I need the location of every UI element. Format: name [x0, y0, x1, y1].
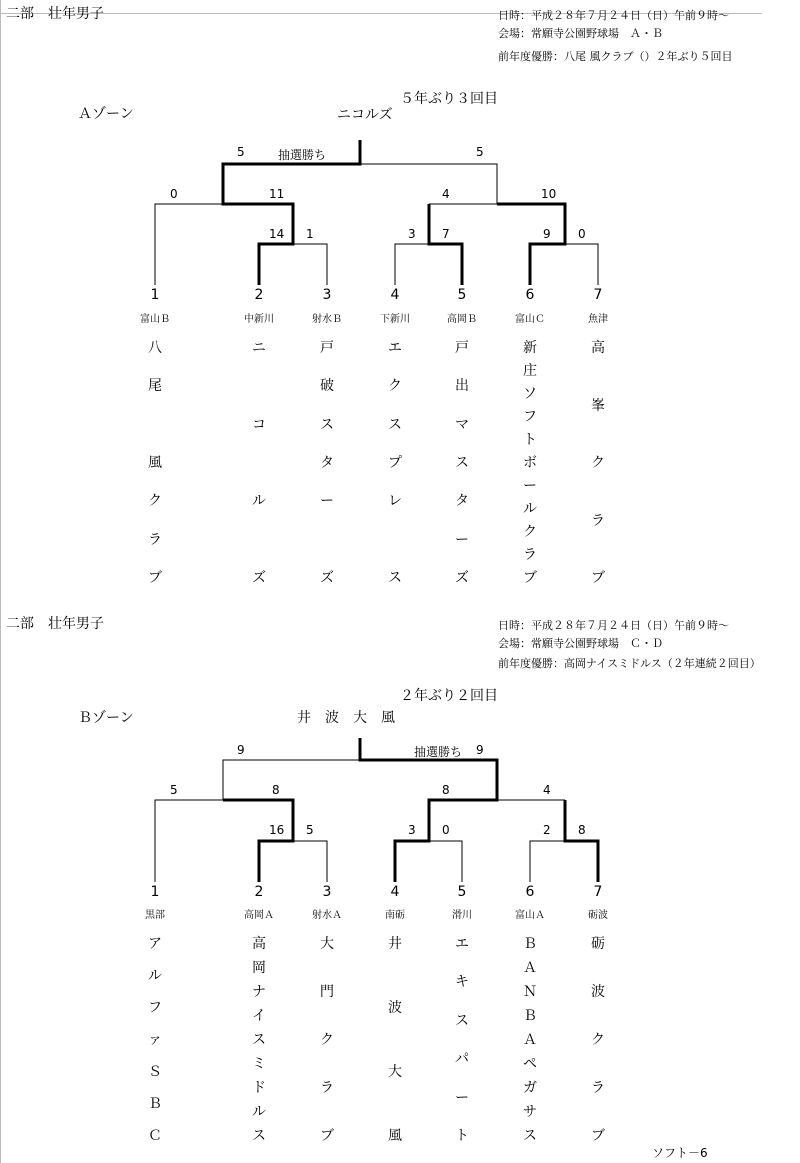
team-name-vertical [247, 936, 271, 1144]
team-name-char: ス [523, 1128, 537, 1144]
team-name-char: レ [388, 493, 402, 510]
event-date: 日時：平成２８年７月２４日（日）午前９時～ [498, 9, 729, 22]
previous-champion: 前年度優勝：高岡ナイスミドルス（２年連続２回目） [498, 657, 761, 670]
team-name-char [596, 1104, 600, 1120]
team-school: 南砺 [385, 910, 405, 921]
team-number: 6 [525, 287, 535, 303]
score-q3-left: 2 [543, 823, 551, 837]
winner-name: ニコルズ [337, 107, 393, 123]
score-final-left: 9 [237, 743, 245, 757]
team-name-char: エ [388, 340, 402, 356]
team-number: 3 [322, 884, 332, 900]
team-name-char: 波 [388, 1000, 402, 1016]
team-name-char: ブ [523, 570, 537, 586]
team-name-char: ラ [523, 547, 537, 563]
team-name-char: ラ [320, 1080, 334, 1096]
score-semi-r-left: 4 [442, 187, 450, 201]
team-name-char: Ａ [523, 960, 537, 976]
team-name-char: ー [455, 531, 469, 548]
team-name-char: タ [320, 454, 334, 471]
team-name-char: ク [388, 378, 402, 395]
team-number: 2 [254, 287, 264, 303]
team-name-char: 大 [388, 1064, 402, 1080]
team-name-char [596, 1008, 600, 1024]
team-name-char: ペ [523, 1056, 537, 1072]
team-number: 5 [457, 884, 467, 900]
team-number: 4 [390, 884, 400, 900]
team-name-char [325, 1008, 329, 1024]
team-name-char: ス [388, 569, 402, 586]
team-name-char: ク [591, 1032, 605, 1048]
team-name-char: ク [148, 493, 162, 510]
team-school: 射水Ｂ [312, 314, 342, 325]
lot-label: 抽選勝ち [414, 745, 463, 759]
team-name-char: 岡 [252, 960, 266, 976]
section-title: 二部 壮年男子 [6, 616, 104, 632]
team-name-char: マ [455, 416, 469, 433]
team-name-char: ァ [148, 1032, 162, 1048]
zone-label: Ａゾーン [78, 106, 134, 122]
score-q3-right: 0 [578, 227, 586, 241]
team-name-char: ズ [455, 569, 469, 586]
score-q2-left: 3 [408, 227, 416, 241]
team-name-char: ス [455, 454, 469, 471]
team-name-char: ー [320, 493, 334, 510]
team-name-char: キ [455, 974, 469, 991]
team-name-char: ト [523, 432, 537, 448]
team-name-char: Ｎ [523, 984, 537, 1000]
team-name-char: ル [252, 493, 266, 510]
team-number: 7 [593, 884, 603, 900]
team-name-char: エ [455, 936, 469, 952]
team-name-char: ク [591, 455, 605, 471]
score-semi-l-left: 0 [170, 187, 178, 201]
team-name-vertical [315, 936, 339, 1144]
team-school: 高岡Ｂ [447, 314, 477, 325]
team-number: 2 [254, 884, 264, 900]
score-semi-l-left: 5 [170, 783, 178, 797]
score-final-left: 5 [237, 145, 245, 159]
team-number: 6 [525, 884, 535, 900]
team-school: 砺波 [588, 910, 608, 921]
team-name-char: Ｓ [148, 1064, 162, 1080]
score-q3-left: 9 [543, 227, 551, 241]
score-q2-left: 3 [408, 823, 416, 837]
page-footer: ソフト－6 [652, 1146, 708, 1160]
team-number: 4 [390, 287, 400, 303]
team-school: 滑川 [452, 910, 472, 921]
team-name-char: ブ [320, 1128, 334, 1144]
team-name-char: Ｂ [523, 1008, 537, 1024]
previous-champion: 前年度優勝：八尾 風クラブ（）２年ぶり５回目 [498, 50, 733, 63]
team-name-vertical [586, 936, 610, 1144]
winner-note: ５年ぶり３回目 [400, 91, 498, 107]
team-number: 7 [593, 287, 603, 303]
team-name-vertical [143, 936, 167, 1144]
team-name-char: プ [388, 454, 402, 471]
team-name-char: ス [455, 1012, 469, 1029]
score-q1-right: 5 [306, 823, 314, 837]
team-name-char: ブ [591, 1128, 605, 1144]
team-name-char: 高 [591, 340, 605, 356]
team-name-char: ミ [252, 1056, 266, 1072]
team-name-char: ナ [252, 984, 266, 1000]
winner-note: ２年ぶり２回目 [400, 688, 498, 704]
team-name-char: フ [523, 409, 537, 425]
event-venue: 会場：常願寺公園野球場 Ａ・Ｂ [498, 27, 663, 40]
team-school: 魚津 [588, 314, 608, 325]
score-q1-right: 1 [306, 227, 314, 241]
score-q3-right: 8 [578, 823, 586, 837]
team-name-char: 風 [388, 1128, 402, 1144]
team-name-char [325, 1056, 329, 1072]
team-name-char: イ [252, 1008, 266, 1024]
team-name-char: フ [148, 1000, 162, 1016]
score-q1-left: 16 [269, 823, 285, 837]
team-name-char: ア [148, 936, 162, 952]
team-name-char [325, 960, 329, 976]
team-name-char: ー [455, 1089, 469, 1106]
team-name-vertical [450, 936, 474, 1144]
team-name-char: 戸 [320, 340, 334, 356]
team-name-char: ガ [523, 1080, 537, 1096]
team-name-char: ズ [320, 569, 334, 586]
team-number: 1 [150, 287, 160, 303]
score-semi-l-right: 8 [272, 783, 280, 797]
team-number: 5 [457, 287, 467, 303]
team-name-char: Ｃ [148, 1128, 162, 1144]
team-name-char: サ [523, 1104, 537, 1120]
team-name-char: ス [388, 416, 402, 433]
team-number: 3 [322, 287, 332, 303]
team-school: 富山Ａ [515, 910, 545, 921]
team-name-char: ラ [591, 512, 605, 529]
team-name-char: 尾 [148, 378, 162, 395]
team-name-char: タ [455, 493, 469, 510]
team-name-char: 波 [591, 984, 605, 1000]
team-name-char [393, 968, 397, 984]
team-name-char: 大 [320, 936, 334, 952]
team-name-char: ー [523, 478, 537, 494]
team-name-char: ス [252, 1032, 266, 1048]
score-final-right: 5 [476, 145, 484, 159]
winner-name: 井 波 大 風 [297, 710, 395, 726]
team-name-char: 新 [523, 340, 537, 356]
team-name-char: ボ [523, 455, 537, 471]
team-name-char: ブ [591, 570, 605, 586]
team-name-char: ク [523, 524, 537, 540]
team-name-char: ル [148, 968, 162, 984]
team-name-char: 井 [388, 936, 402, 952]
team-name-char: 戸 [455, 340, 469, 356]
team-name-char [596, 960, 600, 976]
zone-label: Ｂゾーン [78, 710, 134, 726]
score-semi-r-right: 10 [541, 187, 557, 201]
team-name-char: Ｂ [148, 1096, 162, 1112]
team-name-char: ド [252, 1080, 266, 1096]
team-name-char [393, 1096, 397, 1112]
team-name-char: ル [252, 1104, 266, 1120]
team-name-char: ス [252, 1128, 266, 1144]
team-name-char: 高 [252, 936, 266, 952]
team-name-char: 門 [320, 984, 334, 1000]
lot-label: 抽選勝ち [278, 148, 327, 162]
score-semi-l-right: 11 [269, 187, 285, 201]
team-school: 富山Ｃ [515, 314, 545, 325]
event-venue: 会場：常願寺公園野球場 Ｃ・Ｄ [498, 637, 663, 650]
score-semi-r-right: 4 [543, 783, 551, 797]
team-name-vertical [518, 936, 542, 1144]
section-title: 二部 壮年男子 [6, 6, 104, 22]
team-name-char: ソ [523, 386, 537, 402]
team-name-char: ル [523, 501, 537, 517]
team-name-char: 風 [148, 454, 162, 471]
team-name-char: 破 [320, 378, 334, 395]
team-name-char: ニ [252, 340, 266, 356]
team-name-char: コ [252, 416, 266, 433]
team-number: 1 [150, 884, 160, 900]
team-school: 中新川 [244, 314, 274, 325]
team-name-char [393, 1032, 397, 1048]
team-school: 富山Ｂ [140, 314, 170, 325]
score-q2-right: 7 [442, 227, 450, 241]
team-name-char: 峯 [591, 397, 605, 414]
team-name-char: ク [320, 1032, 334, 1048]
team-name-char: 八 [148, 340, 162, 356]
team-name-vertical [383, 936, 407, 1144]
score-semi-r-left: 8 [442, 783, 450, 797]
score-q2-right: 0 [442, 823, 450, 837]
team-name-char: ブ [148, 569, 162, 586]
team-name-char [325, 1104, 329, 1120]
team-name-char: Ｂ [523, 936, 537, 952]
score-q1-left: 14 [269, 227, 285, 241]
team-school: 下新川 [380, 314, 410, 325]
team-name-char [596, 1056, 600, 1072]
team-name-char: パ [455, 1051, 469, 1068]
team-name-char: ラ [148, 531, 162, 548]
team-name-char: ト [455, 1127, 469, 1144]
team-school: 射水Ａ [312, 910, 342, 921]
team-name-char: Ａ [523, 1032, 537, 1048]
team-name-char: ラ [591, 1080, 605, 1096]
team-name-char: ス [320, 416, 334, 433]
team-name-char: 出 [455, 378, 469, 395]
score-final-right: 9 [476, 743, 484, 757]
team-school: 高岡Ａ [244, 910, 274, 921]
team-name-char: 砺 [591, 936, 605, 952]
team-name-char: 庄 [523, 363, 537, 379]
team-school: 黒部 [145, 910, 165, 921]
event-date: 日時：平成２８年７月２４日（日）午前９時～ [498, 619, 729, 632]
team-name-char: ズ [252, 569, 266, 586]
